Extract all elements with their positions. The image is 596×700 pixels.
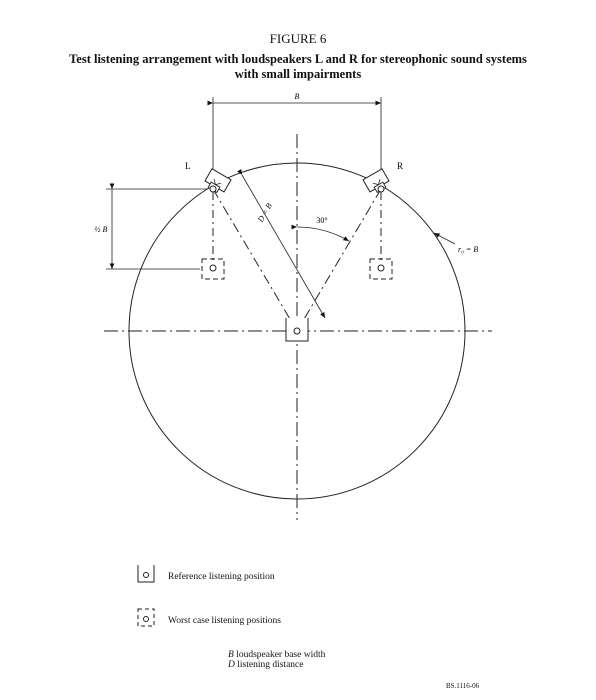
left-speaker-point <box>210 186 216 192</box>
radius-label: r₀ = B <box>458 245 479 254</box>
angle-arc <box>297 227 349 241</box>
right-speaker-point <box>378 186 384 192</box>
definition-b-text: loudspeaker base width <box>236 650 326 660</box>
reference-code: BS.1116-06 <box>446 682 480 690</box>
right-loudspeaker <box>363 169 391 196</box>
right-speaker-label: R <box>397 161 404 171</box>
left-speaker-label: L <box>185 161 191 171</box>
half-b-label: ½ B <box>94 225 108 234</box>
definition-d-text: listening distance <box>237 660 304 670</box>
left-loudspeaker <box>203 169 231 196</box>
dimension-b-label: B <box>294 92 300 101</box>
reference-position <box>286 318 308 341</box>
legend-worst-case-symbol <box>138 609 154 626</box>
right-speaker-line <box>297 189 381 331</box>
distance-d-line <box>242 175 328 318</box>
figure-label: FIGURE 6 <box>269 31 327 46</box>
legend-reference-label: Reference listening position <box>168 572 275 582</box>
left-speaker-line <box>213 189 297 331</box>
definition-d-symbol: D <box>228 660 235 670</box>
definition-b-symbol: B <box>228 650 234 660</box>
definition-b <box>228 650 325 660</box>
distance-d-label: D = B <box>255 201 274 224</box>
legend-reference-symbol <box>138 565 154 582</box>
angle-label: 30° <box>316 216 328 225</box>
figure-title-line-1: Test listening arrangement with loudspeakers L and R for stereophonic sound systems <box>69 52 527 66</box>
legend-worst-case-label: Worst case listening positions <box>168 616 281 626</box>
figure-title-line-2: with small impairments <box>234 67 362 81</box>
definition-d <box>228 660 303 670</box>
